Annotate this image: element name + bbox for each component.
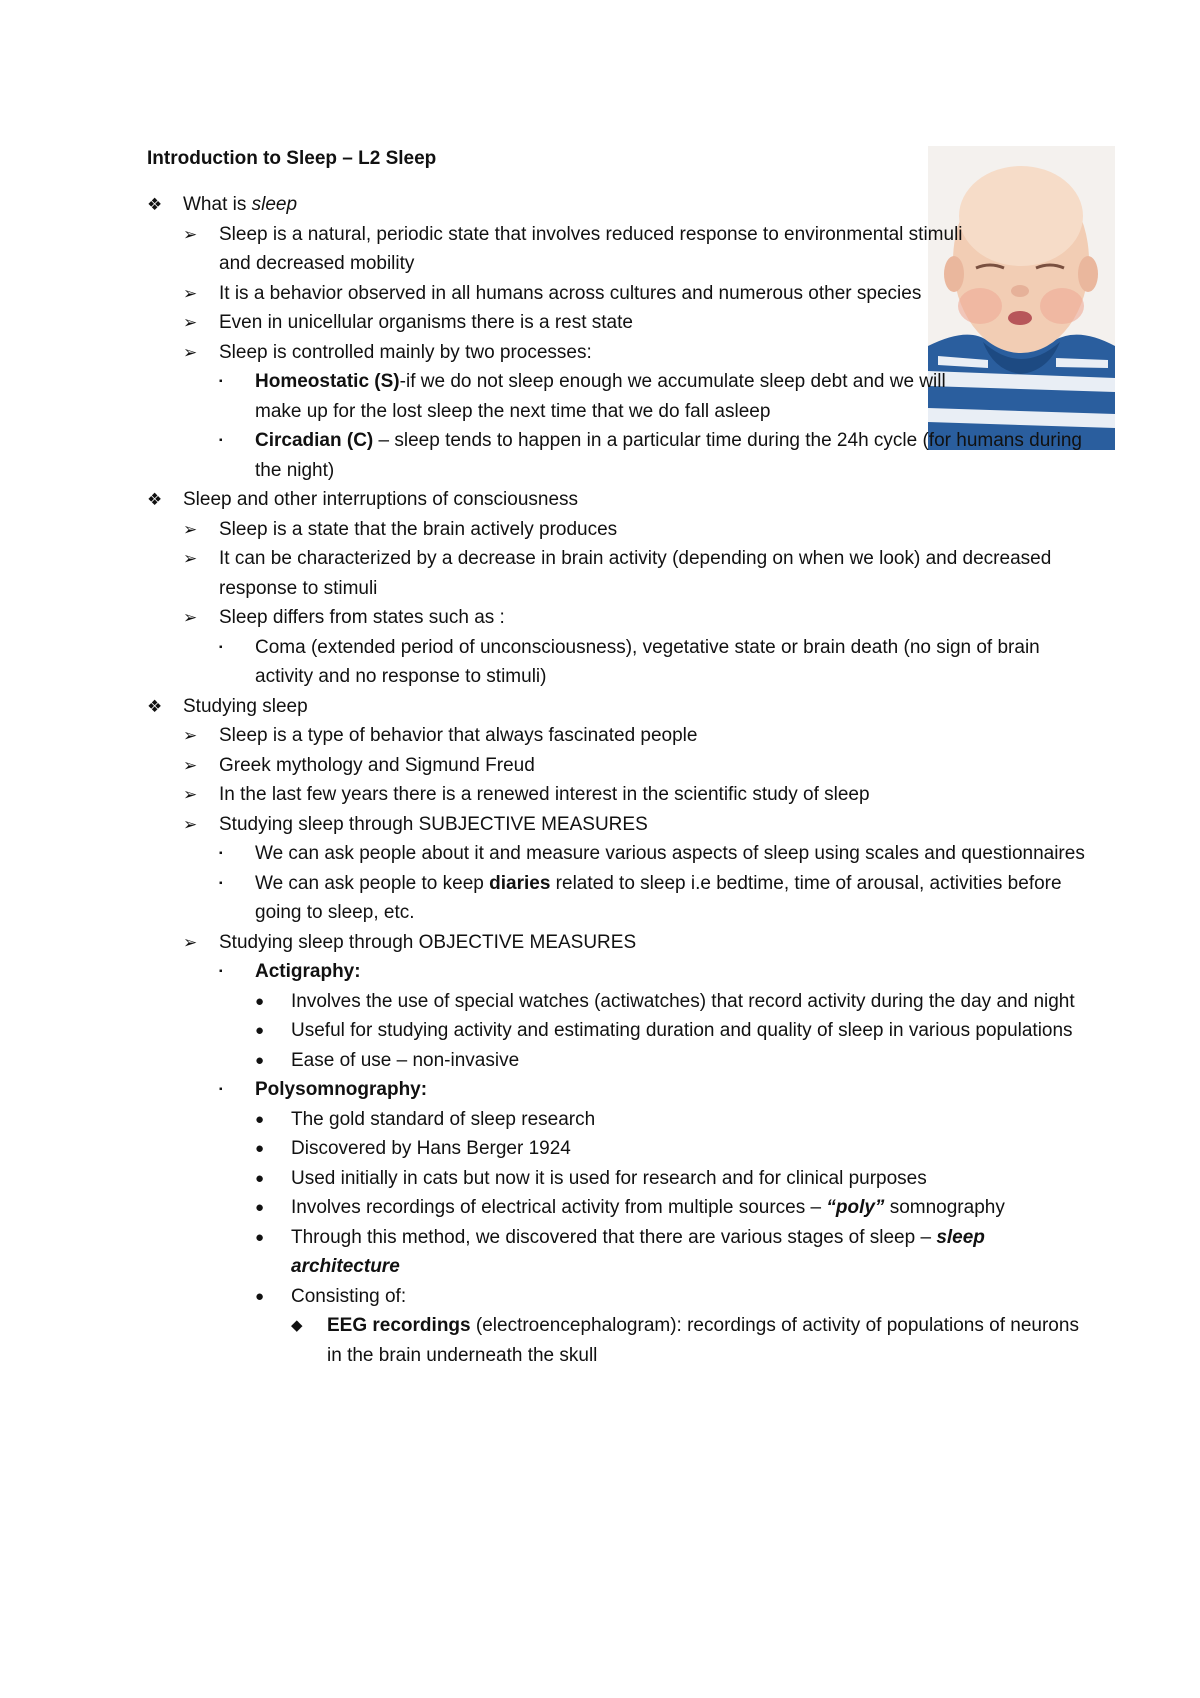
- bullet-marker-icon: ➢: [183, 549, 198, 568]
- outline-item-text: EEG recordings: [327, 1315, 471, 1336]
- outline-item-text: We can ask people about it and measure various aspects of sleep using scales and questionnaires: [255, 843, 1085, 864]
- outline-item-level-2: [147, 220, 964, 279]
- bullet-marker-icon: ●: [255, 1051, 265, 1069]
- outline-item-text: Involves the use of special watches (actiwatches) that record activity during the day and night: [291, 990, 1075, 1012]
- outline-item-level-4: [147, 1046, 1087, 1076]
- outline-item-text: Studying sleep through OBJECTIVE MEASURES: [219, 931, 637, 953]
- bullet-marker-icon: ➢: [183, 608, 198, 627]
- outline-item-level-4: [147, 1164, 1087, 1194]
- outline-item-level-1: [147, 692, 1087, 722]
- outline-item-text: diaries: [489, 872, 551, 894]
- outline-list: [147, 190, 1087, 1370]
- outline-item-text: Studying sleep: [183, 695, 308, 717]
- outline-item-level-3: [147, 957, 1087, 987]
- outline-item-text: Sleep is a natural, periodic state that involves reduced response to environmental stimuli and decreased mobility: [219, 223, 963, 274]
- bullet-marker-icon: ➢: [183, 814, 198, 834]
- outline-item-level-3: [147, 1075, 1087, 1105]
- outline-item-level-2: [147, 721, 1087, 751]
- outline-item-level-3: [147, 426, 1087, 485]
- outline-item-text: In the last few years there is a renewed interest in the scientific study of sleep: [219, 784, 870, 805]
- outline-item-level-2: [147, 515, 1087, 545]
- outline-item-level-4: [147, 1223, 1087, 1282]
- outline-item-level-5: [147, 1311, 1087, 1370]
- bullet-marker-icon: ▪: [219, 641, 223, 653]
- bullet-marker-icon: ▪: [219, 1084, 223, 1095]
- bullet-marker-icon: ❖: [147, 195, 163, 214]
- outline-item-level-2: [147, 308, 1087, 338]
- outline-item-level-3: [147, 633, 1087, 692]
- outline-item-text: Sleep is controlled mainly by two processes:: [219, 341, 592, 363]
- outline-item-level-2: [147, 810, 1087, 840]
- outline-item-level-2: [147, 780, 1087, 810]
- outline-item-text: Sleep is a state that the brain actively produces: [219, 518, 618, 540]
- outline-item-text: sleep: [251, 194, 298, 215]
- bullet-marker-icon: ●: [255, 992, 265, 1010]
- bullet-marker-icon: ➢: [183, 755, 198, 775]
- outline-item-level-1: [147, 190, 1087, 220]
- outline-item-text: It can be characterized by a decrease in brain activity (depending on when we look) and decreased response to stimuli: [219, 548, 1052, 599]
- outline-item-text: Even in unicellular organisms there is a rest state: [219, 312, 633, 333]
- bullet-marker-icon: ➢: [183, 726, 198, 745]
- outline-item-level-2: [147, 338, 1087, 368]
- bullet-marker-icon: ●: [255, 1199, 265, 1216]
- outline-item-text: Actigraphy:: [255, 961, 361, 982]
- outline-item-level-4: [147, 1105, 1087, 1135]
- bullet-marker-icon: ➢: [183, 342, 198, 362]
- outline-item-text: somnography: [884, 1197, 1005, 1218]
- bullet-marker-icon: ●: [255, 1140, 265, 1157]
- outline-item-text: What is: [183, 194, 252, 215]
- outline-item-text: Homeostatic (S): [255, 371, 400, 392]
- outline-item-text: The gold standard of sleep research: [291, 1108, 596, 1130]
- outline-item-text: It is a behavior observed in all humans across cultures and numerous other species: [219, 282, 922, 304]
- bullet-marker-icon: ❖: [147, 490, 163, 509]
- outline-item-level-3: [147, 839, 1087, 869]
- outline-item-text: Used initially in cats but now it is used for research and for clinical purposes: [291, 1167, 927, 1189]
- outline-item-text: We can ask people to keep: [255, 872, 490, 894]
- outline-item-text: Useful for studying activity and estimating duration and quality of sleep in various populations: [291, 1020, 1073, 1041]
- outline-item-text: Polysomnography:: [255, 1079, 428, 1100]
- outline-item-text: Through this method, we discovered that there are various stages of sleep –: [291, 1226, 937, 1248]
- outline-item-level-2: [147, 751, 1087, 781]
- bullet-marker-icon: ●: [255, 1169, 265, 1187]
- outline-item-text: Circadian (C): [255, 430, 374, 451]
- outline-item-text: Studying sleep through SUBJECTIVE MEASURES: [219, 813, 648, 835]
- bullet-marker-icon: ➢: [183, 283, 198, 303]
- bullet-marker-icon: ❖: [147, 696, 163, 716]
- bullet-marker-icon: ▪: [219, 877, 223, 889]
- bullet-marker-icon: ◆: [291, 1317, 303, 1334]
- outline-item-text: “poly”: [826, 1197, 885, 1218]
- outline-item-text: -if we do not sleep enough we accumulate sleep debt and we will make up for the lost sleep the next time that we do fall asleep: [255, 371, 946, 422]
- outline-item-level-3: [147, 367, 975, 426]
- bullet-marker-icon: ▪: [219, 376, 223, 387]
- outline-item-text: Sleep is a type of behavior that always fascinated people: [219, 725, 698, 746]
- bullet-marker-icon: ●: [255, 1287, 265, 1305]
- bullet-marker-icon: ●: [255, 1022, 265, 1039]
- outline-item-level-4: [147, 1282, 1087, 1312]
- outline-item-text: Coma (extended period of unconsciousness), vegetative state or brain death (no sign of brain activity and no response to stimuli): [255, 636, 1040, 687]
- bullet-marker-icon: ➢: [183, 785, 198, 804]
- outline-item-text: Involves recordings of electrical activity from multiple sources –: [291, 1197, 827, 1218]
- bullet-marker-icon: ●: [255, 1110, 265, 1128]
- bullet-marker-icon: ➢: [183, 224, 198, 244]
- outline-item-text: sleep architecture: [291, 1226, 985, 1277]
- outline-item-level-4: [147, 987, 1087, 1017]
- outline-item-level-4: [147, 1193, 1087, 1223]
- bullet-marker-icon: ▪: [219, 966, 223, 977]
- bullet-marker-icon: ➢: [183, 313, 198, 332]
- outline-item-text: Sleep and other interruptions of consciousness: [183, 489, 579, 510]
- bullet-marker-icon: ▪: [219, 435, 223, 446]
- outline-item-level-1: [147, 485, 1087, 515]
- outline-item-level-2: [147, 603, 1087, 633]
- bullet-marker-icon: ●: [255, 1228, 265, 1246]
- outline-item-text: related to sleep i.e bedtime, time of arousal, activities before going to sleep, etc.: [255, 872, 1062, 923]
- outline-item-text: (electroencephalogram): recordings of activity of populations of neurons in the brain underneath the skull: [327, 1315, 1079, 1366]
- outline-item-level-4: [147, 1016, 1087, 1046]
- outline-item-level-3: [147, 869, 1087, 928]
- bullet-marker-icon: ➢: [183, 519, 198, 539]
- outline-item-level-4: [147, 1134, 1087, 1164]
- bullet-marker-icon: ▪: [219, 848, 223, 859]
- outline-item-text: Sleep differs from states such as :: [219, 607, 505, 628]
- outline-item-level-2: [147, 928, 1087, 958]
- outline-item-text: Ease of use – non-invasive: [291, 1049, 520, 1071]
- document-title: Introduction to Sleep – L2 Sleep: [147, 148, 437, 169]
- outline-item-text: – sleep tends to happen in a particular time during the 24h cycle (for humans during the night): [255, 430, 1082, 481]
- outline-item-text: Discovered by Hans Berger 1924: [291, 1138, 571, 1159]
- bullet-marker-icon: ➢: [183, 932, 198, 952]
- outline-item-level-2: [147, 279, 964, 309]
- outline-item-text: Consisting of:: [291, 1285, 407, 1307]
- outline-item-level-2: [147, 544, 1087, 603]
- outline-item-text: Greek mythology and Sigmund Freud: [219, 754, 535, 776]
